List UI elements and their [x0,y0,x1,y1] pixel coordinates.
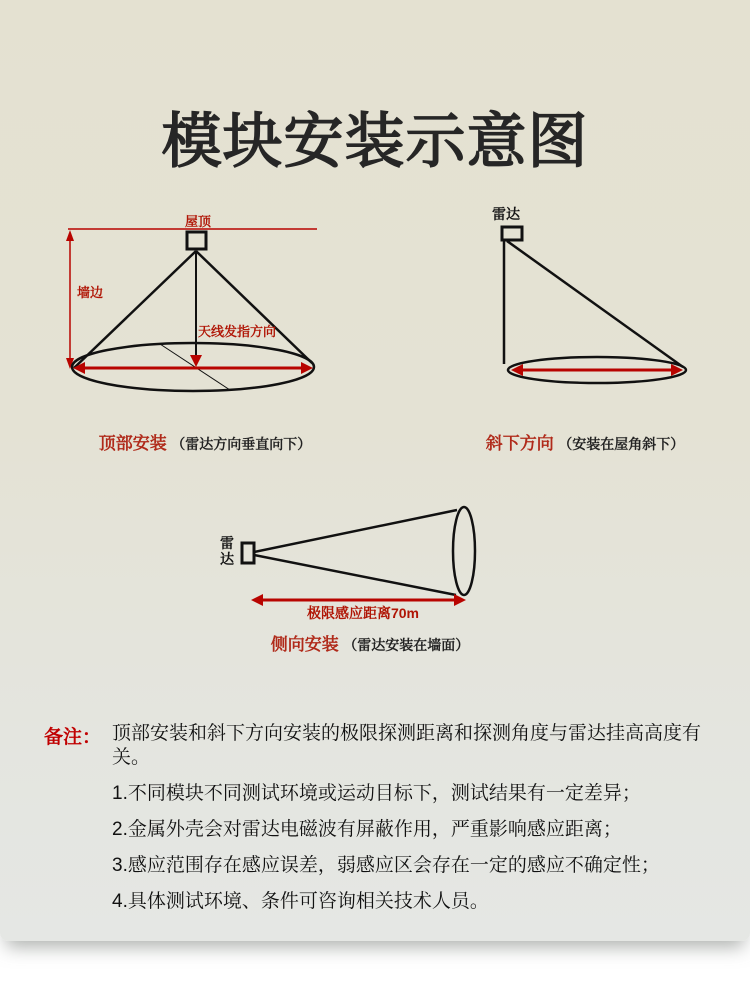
radar-module [502,227,522,240]
wall-arrowhead-up [66,230,74,241]
top-mount-caption-main: 顶部安装 [98,434,167,453]
note-item-3: 3.感应范围存在感应误差，弱感应区会存在一定的感应不确定性； [112,855,660,876]
top-mount-caption-sub: （雷达方向垂直向下） [171,436,312,452]
note-item-2: 2.金属外壳会对雷达电磁波有屏蔽作用，严重影响感应距离； [112,819,622,840]
cone-diagonal-edge [507,241,683,367]
angled-mount-caption [455,429,715,454]
angled-mount-caption-sub: （安装在屋角斜下） [558,436,685,452]
wall-label: 墙边 [77,285,104,300]
cone-bottom-edge [254,555,456,595]
distance-label: 极限感应距离70m [306,605,420,621]
top-mount-caption [55,429,355,454]
side-mount-caption [230,630,510,655]
radar-label: 雷达 [220,535,234,567]
notes-header [44,722,720,770]
note-item-1: 1.不同模块不同测试环境或运动目标下，测试结果有一定差异； [112,783,641,804]
notes-label: 备注： [44,727,102,748]
cone-top-edge [254,510,457,552]
roof-label: 屋顶 [185,214,212,229]
coverage-ellipse [453,507,475,595]
side-mount-caption-main: 侧向安装 [270,635,339,654]
radar-module [242,543,254,563]
radar-module [187,232,206,249]
page-title: 模块安装示意图 [161,108,589,176]
antenna-direction-label: 天线发指方向 [198,324,277,339]
cone-left-edge [74,251,196,368]
top-mount-diagram [55,200,335,410]
angled-mount-diagram [480,200,710,395]
notes-intro: 顶部安装和斜下方向安装的极限探测距离和探测角度与雷达挂高高度有关。 [112,723,702,768]
radar-label: 雷达 [492,206,520,222]
side-mount-caption-sub: （雷达安装在墙面） [343,637,470,653]
notes-section [44,722,720,914]
angled-mount-caption-main: 斜下方向 [485,434,554,453]
note-item-4: 4.具体测试环境、条件可咨询相关技术人员。 [112,891,489,912]
